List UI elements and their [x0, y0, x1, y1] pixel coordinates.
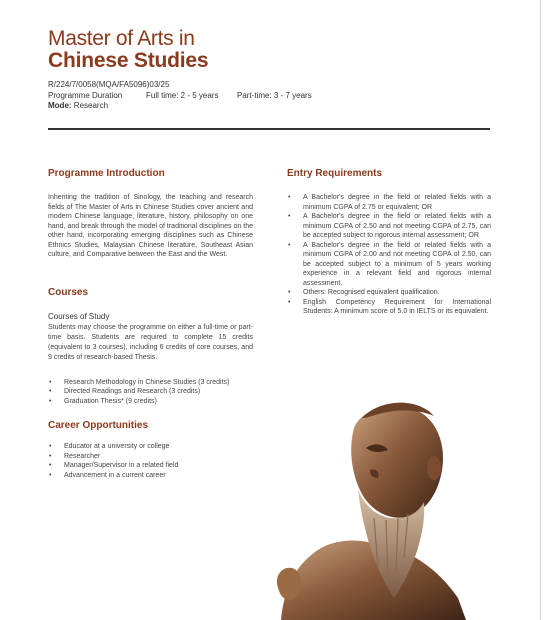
intro-text: Inheriting the tradition of Sinology, the teaching and research fields of The Master of Arts in Chinese Studies cover ancient and modern Chinese language, literature, history, philosophy on one hand, and break through the model of traditional disciplines on the other hand, incorporating emerging disciplines such as Chinese Ethnics Studies, Malaysian Chinese literature, Southeast Asian culture, and Comparative between the East and the West. — [48, 194, 253, 258]
course-item: • Graduation Thesis* (9 credits) — [48, 397, 253, 407]
page-title-line2: Chinese Studies — [48, 49, 209, 72]
course-item: • Research Methodology in Chinese Studies (3 credits) — [48, 378, 253, 388]
entry-heading: Entry Requirements — [287, 168, 383, 179]
entry-item: • Others: Recognised equivalent qualification. — [287, 288, 491, 298]
programme-mode — [48, 101, 108, 110]
confucius-statue-image — [266, 398, 466, 620]
entry-item: • A Bachelor's degree in the field or related fields with a minimum CGPA of 2.50 and not meeting CGPA of 2.75, can be accepted subject to rigorous internal assessment; OR — [287, 212, 491, 241]
course-list — [48, 378, 253, 407]
career-list — [48, 442, 253, 480]
duration-label: Programme Duration — [48, 91, 123, 100]
header-divider — [48, 128, 490, 130]
entry-item: • A Bachelor's degree in the field or related fields with a minimum CGPA of 2.75 or equivalent; OR — [287, 193, 491, 212]
courses-heading: Courses — [48, 286, 89, 298]
entry-list — [287, 193, 491, 317]
courses-subheading: Courses of Study — [48, 311, 110, 321]
entry-item: • A Bachelor's degree in the field or related fields with a minimum CGPA of 2.00 and not meeting CGPA of 2.50, can be accepted subject to a minimum of 5 years working experience in a relevant field and rigorous internal assessment. — [287, 241, 491, 289]
left-column — [48, 168, 253, 480]
page-title-line1: Master of Arts in — [48, 27, 195, 50]
career-item: • Educator at a university or college — [48, 442, 253, 452]
career-item: • Manager/Supervisor in a related field — [48, 461, 253, 471]
duration-part-time: Part-time: 3 - 7 years — [237, 91, 312, 100]
career-item: • Advancement in a current career — [48, 471, 253, 481]
career-item: • Researcher — [48, 452, 253, 462]
entry-item: • English Competency Requirement for International Students: A minimum score of 5.0 in IELTS or its equivalent. — [287, 298, 491, 317]
mode-label: Mode: — [48, 101, 72, 110]
duration-full-time: Full time: 2 - 5 years — [146, 91, 219, 100]
course-item: • Directed Readings and Research (3 credits) — [48, 387, 253, 397]
courses-text: Students may choose the programme on either a full-time or part-time basis. Students are required to complete 15 credits (equivalent to 3 courses), including 6 credits of core courses, and 9 credits of research-based Thesis. — [48, 323, 253, 361]
career-heading: Career Opportunities — [48, 420, 149, 431]
mode-value: Research — [73, 101, 109, 110]
intro-heading: Programme Introduction — [48, 168, 165, 179]
programme-duration — [48, 91, 312, 100]
right-column — [287, 168, 491, 317]
programme-code: R/224/7/0058(MQA/FA5096)03/25 — [48, 80, 170, 89]
